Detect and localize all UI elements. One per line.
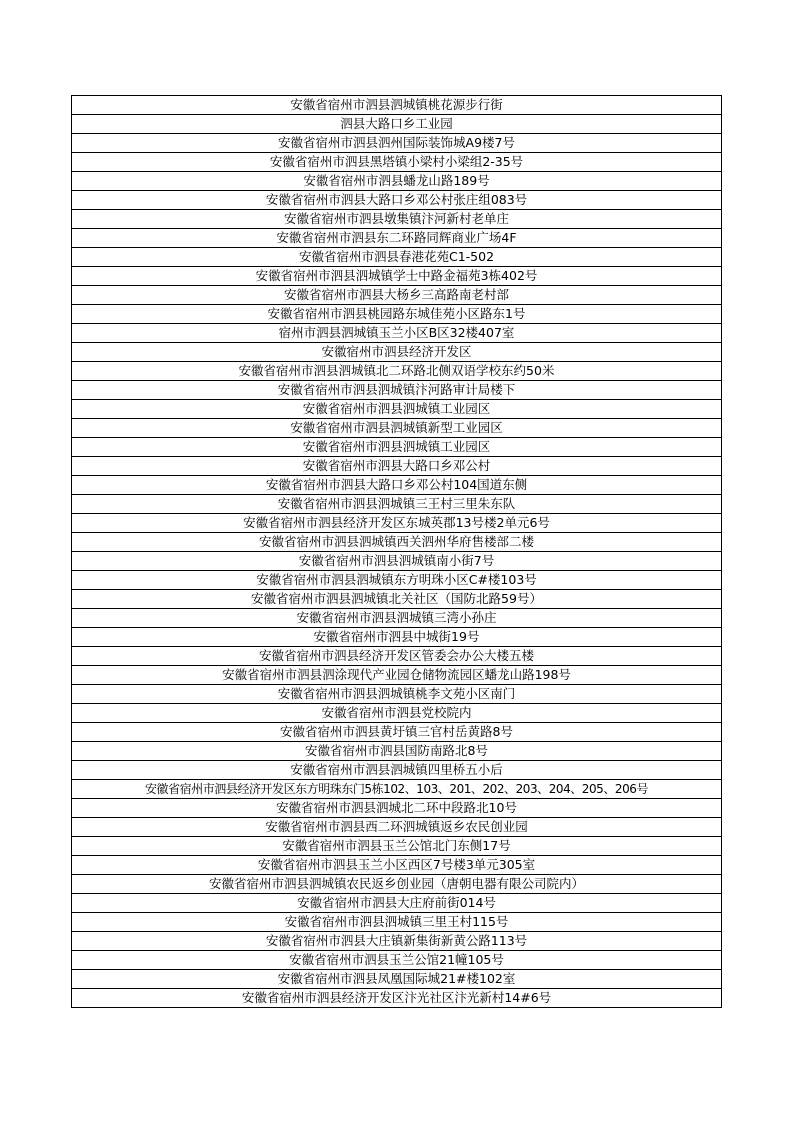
table-row — [72, 647, 722, 666]
table-row — [72, 96, 722, 115]
table-row — [72, 742, 722, 761]
table-row — [72, 400, 722, 419]
table-row — [72, 172, 722, 191]
table-row — [72, 153, 722, 172]
address-table-body — [72, 96, 722, 1008]
address-cell: 安徽省宿州市泗县春港花苑C1-502 — [72, 248, 722, 267]
address-cell: 安徽省宿州市泗县黑塔镇小梁村小梁组2-35号 — [72, 153, 722, 172]
address-cell: 泗县大路口乡工业园 — [72, 115, 722, 134]
address-cell: 安徽省宿州市泗县经济开发区东城英郡13号楼2单元6号 — [72, 514, 722, 533]
address-cell: 安徽省宿州市泗县大杨乡三高路南老村部 — [72, 286, 722, 305]
address-cell: 安徽省宿州市泗县凤凰国际城21#楼102室 — [72, 970, 722, 989]
address-cell: 安徽省宿州市泗县大庄府前街014号 — [72, 894, 722, 913]
table-row — [72, 590, 722, 609]
address-cell: 安徽宿州市泗县经济开发区 — [72, 343, 722, 362]
address-cell: 安徽省宿州市泗县大路口乡邓公村张庄组083号 — [72, 191, 722, 210]
table-row — [72, 362, 722, 381]
address-cell: 安徽省宿州市泗县泗城镇农民返乡创业园（唐朝电器有限公司院内） — [72, 875, 722, 894]
table-row — [72, 951, 722, 970]
address-cell: 宿州市泗县泗城镇玉兰小区B区32楼407室 — [72, 324, 722, 343]
table-row — [72, 191, 722, 210]
table-row — [72, 913, 722, 932]
table-row — [72, 628, 722, 647]
address-cell: 安徽省宿州市泗县泗城镇北关社区（国防北路59号） — [72, 590, 722, 609]
address-cell: 安徽省宿州市泗县泗城镇北二环路北侧双语学校东约50米 — [72, 362, 722, 381]
table-row — [72, 210, 722, 229]
address-cell: 安徽省宿州市泗县经济开发区汴光社区汴光新村14#6号 — [72, 989, 722, 1008]
table-row — [72, 780, 722, 799]
address-cell: 安徽省宿州市泗县泗城镇学士中路金福苑3栋402号 — [72, 267, 722, 286]
address-cell: 安徽省宿州市泗县国防南路北8号 — [72, 742, 722, 761]
address-cell: 安徽省宿州市泗县桃园路东城佳苑小区路东1号 — [72, 305, 722, 324]
address-cell: 安徽省宿州市泗县大庄镇新集街新黄公路113号 — [72, 932, 722, 951]
address-cell: 安徽省宿州市泗县泗城镇三里王村115号 — [72, 913, 722, 932]
address-cell: 安徽省宿州市泗县泗城镇四里桥五小后 — [72, 761, 722, 780]
address-cell: 安徽省宿州市泗县玉兰小区西区7号楼3单元305室 — [72, 856, 722, 875]
address-cell: 安徽省宿州市泗县西二环泗城镇返乡农民创业园 — [72, 818, 722, 837]
table-row — [72, 761, 722, 780]
table-row — [72, 818, 722, 837]
table-row — [72, 875, 722, 894]
address-cell: 安徽省宿州市泗县泗城镇新型工业园区 — [72, 419, 722, 438]
table-row — [72, 856, 722, 875]
table-row — [72, 134, 722, 153]
address-cell: 安徽省宿州市泗县墩集镇汴河新村老单庄 — [72, 210, 722, 229]
table-row — [72, 229, 722, 248]
table-row — [72, 837, 722, 856]
address-cell: 安徽省宿州市泗县泗城镇三王村三里朱东队 — [72, 495, 722, 514]
table-row — [72, 894, 722, 913]
address-cell: 安徽省宿州市泗县东二环路同辉商业广场4F — [72, 229, 722, 248]
table-row — [72, 932, 722, 951]
address-cell: 安徽省宿州市泗县玉兰公馆21幢105号 — [72, 951, 722, 970]
table-row — [72, 115, 722, 134]
address-cell: 安徽省宿州市泗县经济开发区东方明珠东门5栋102、103、201、202、203、204、205、206号 — [72, 780, 722, 799]
address-table — [71, 95, 722, 1008]
table-row — [72, 799, 722, 818]
table-row — [72, 305, 722, 324]
address-cell: 安徽省宿州市泗县黄圩镇三官村岳黄路8号 — [72, 723, 722, 742]
table-row — [72, 552, 722, 571]
address-cell: 安徽省宿州市泗县玉兰公馆北门东侧17号 — [72, 837, 722, 856]
address-cell: 安徽省宿州市泗县泗城镇桃花源步行街 — [72, 96, 722, 115]
table-row — [72, 970, 722, 989]
table-row — [72, 609, 722, 628]
address-cell: 安徽省宿州市泗县大路口乡邓公村104国道东侧 — [72, 476, 722, 495]
table-row — [72, 666, 722, 685]
table-row — [72, 989, 722, 1008]
table-row — [72, 286, 722, 305]
table-row — [72, 495, 722, 514]
table-row — [72, 514, 722, 533]
address-cell: 安徽省宿州市泗县党校院内 — [72, 704, 722, 723]
table-row — [72, 248, 722, 267]
address-cell: 安徽省宿州市泗县泗城镇工业园区 — [72, 400, 722, 419]
address-cell: 安徽省宿州市泗县经济开发区管委会办公大楼五楼 — [72, 647, 722, 666]
address-cell: 安徽省宿州市泗县蟠龙山路189号 — [72, 172, 722, 191]
address-cell: 安徽省宿州市泗县泗城镇西关泗州华府售楼部二楼 — [72, 533, 722, 552]
address-cell: 安徽省宿州市泗县泗城镇三湾小孙庄 — [72, 609, 722, 628]
table-row — [72, 704, 722, 723]
address-cell: 安徽省宿州市泗县泗州国际装饰城A9楼7号 — [72, 134, 722, 153]
address-cell: 安徽省宿州市泗县大路口乡邓公村 — [72, 457, 722, 476]
table-row — [72, 419, 722, 438]
table-row — [72, 381, 722, 400]
table-row — [72, 324, 722, 343]
table-row — [72, 476, 722, 495]
table-row — [72, 685, 722, 704]
address-cell: 安徽省宿州市泗县泗城北二环中段路北10号 — [72, 799, 722, 818]
table-row — [72, 723, 722, 742]
address-cell: 安徽省宿州市泗县泗城镇东方明珠小区C#楼103号 — [72, 571, 722, 590]
table-row — [72, 571, 722, 590]
address-cell: 安徽省宿州市泗县泗城镇南小街7号 — [72, 552, 722, 571]
address-cell: 安徽省宿州市泗县中城街19号 — [72, 628, 722, 647]
address-cell: 安徽省宿州市泗县泗城镇桃李文苑小区南门 — [72, 685, 722, 704]
address-cell: 安徽省宿州市泗县泗城镇工业园区 — [72, 438, 722, 457]
table-row — [72, 457, 722, 476]
table-row — [72, 533, 722, 552]
table-row — [72, 438, 722, 457]
table-row — [72, 343, 722, 362]
address-cell: 安徽省宿州市泗县泗涂现代产业园仓储物流园区蟠龙山路198号 — [72, 666, 722, 685]
address-cell: 安徽省宿州市泗县泗城镇汴河路审计局楼下 — [72, 381, 722, 400]
table-row — [72, 267, 722, 286]
